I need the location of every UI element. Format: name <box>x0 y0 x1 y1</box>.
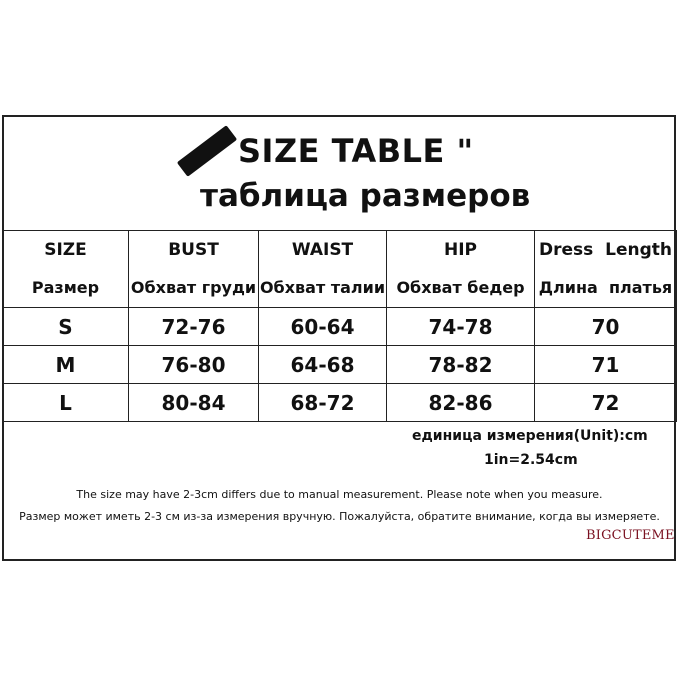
header-label-en: HIP <box>443 240 477 260</box>
table-cell: 82-86 <box>387 384 535 422</box>
measurement-note-en: The size may have 2-3cm differs due to manual measurement. Please note when you measure. <box>76 488 603 501</box>
header-label-en: WAIST <box>291 240 354 260</box>
size-table <box>2 230 677 422</box>
header-label-en: Dress Length <box>539 240 672 260</box>
table-cell: L <box>3 384 129 422</box>
header-row <box>3 231 677 308</box>
table-cell: 74-78 <box>387 308 535 346</box>
title-ru: таблица размеров <box>200 178 531 214</box>
header-label-ru: Обхват талии <box>259 278 386 297</box>
header-dress-length <box>535 231 677 308</box>
header-label-en: BUST <box>168 240 219 260</box>
table-cell: 78-82 <box>387 346 535 384</box>
table-cell: 72-76 <box>129 308 259 346</box>
table-cell: 68-72 <box>259 384 387 422</box>
header-label-ru: Обхват бедер <box>396 278 525 297</box>
header-label-en: SIZE <box>44 240 87 260</box>
header-bust <box>129 231 259 308</box>
table-row <box>3 346 677 384</box>
unit-label: единица измерения(Unit):cm <box>412 428 648 444</box>
brand-watermark: BIGCUTEME <box>586 528 675 543</box>
table-cell: 70 <box>535 308 677 346</box>
table-cell: 71 <box>535 346 677 384</box>
table-cell: 60-64 <box>259 308 387 346</box>
header-label-ru: Обхват груди <box>130 278 257 297</box>
table-row <box>3 384 677 422</box>
table-cell: M <box>3 346 129 384</box>
table-cell: 64-68 <box>259 346 387 384</box>
header-hip <box>387 231 535 308</box>
header-waist <box>259 231 387 308</box>
header-label-ru: Размер <box>31 278 100 297</box>
title-en: SIZE TABLE " <box>238 132 474 170</box>
measurement-note-ru: Размер может иметь 2-3 см из-за измерения вручную. Пожалуйста, обратите внимание, когда вы измеряете. <box>19 510 660 523</box>
header-size <box>3 231 129 308</box>
table-cell: 76-80 <box>129 346 259 384</box>
inch-conversion: 1in=2.54cm <box>484 452 578 468</box>
table-cell: S <box>3 308 129 346</box>
table-row <box>3 308 677 346</box>
table-cell: 72 <box>535 384 677 422</box>
header-label-ru: Длина платья <box>538 278 673 297</box>
table-cell: 80-84 <box>129 384 259 422</box>
